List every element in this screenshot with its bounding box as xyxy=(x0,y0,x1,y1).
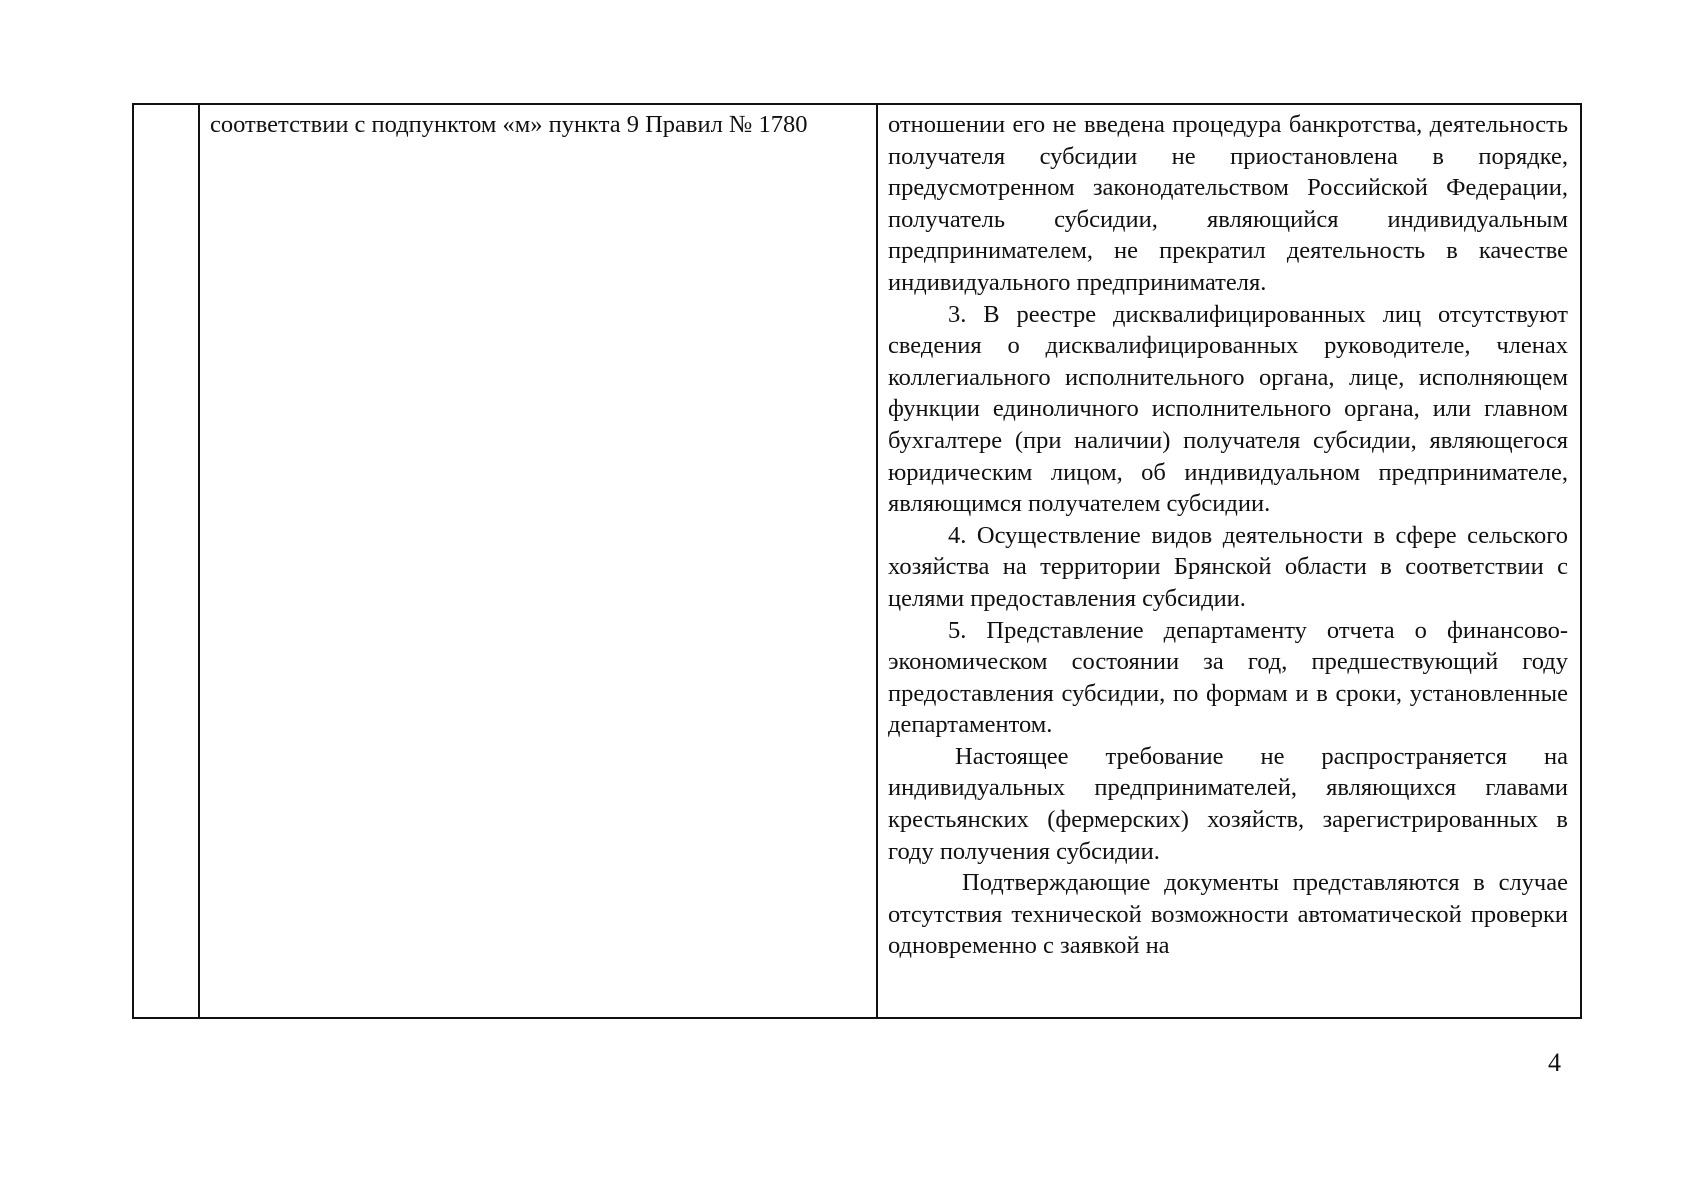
criterion-text: соответствии с подпунктом «м» пункта 9 Правил № 1780 xyxy=(210,111,808,138)
criterion-column-cell xyxy=(200,105,878,1017)
number-column-cell xyxy=(134,105,200,1017)
requirement-paragraph: 3. В реестре дисквалифицированных лиц отсутствуют сведения о дисквалифицированных руководителе, членах коллегиального исполнительного органа, лице, исполняющем функции единоличного исполнительного органа, или главном бухгалтере (при наличии) получателя субсидии, являющегося юридическим лицом, об индивидуальном предпринимателе, являющимся получателем субсидии. xyxy=(888,300,1568,518)
page-number: 4 xyxy=(1548,1048,1561,1077)
requirement-column-cell xyxy=(878,105,1580,1017)
requirements-table xyxy=(132,103,1582,1019)
requirement-paragraph: отношении его не введена процедура банкротства, деятельность получателя субсидии не приостановлена в порядке, предусмотренном законодательством Российской Федерации, получатель субсидии, являющийся индивидуальным предпринимателем, не прекратил деятельность в качестве индивидуального предпринимателя. xyxy=(888,111,1568,296)
requirement-paragraph: Подтверждающие документы представляются в случае отсутствия технической возможности автоматической проверки одновременно с заявкой на xyxy=(888,869,1568,960)
requirement-paragraph: Настоящее требование не распространяется на индивидуальных предпринимателей, являющихся главами крестьянских (фермерских) хозяйств, зарегистрированных в году получения субсидии. xyxy=(888,742,1568,865)
requirement-paragraph: 5. Представление департаменту отчета о финансово-экономическом состоянии за год, предшествующий году предоставления субсидии, по формам и в сроки, установленные департаментом. xyxy=(888,616,1568,739)
requirement-paragraph: 4. Осуществление видов деятельности в сфере сельского хозяйства на территории Брянской области в соответствии с целями предоставления субсидии. xyxy=(888,521,1568,612)
